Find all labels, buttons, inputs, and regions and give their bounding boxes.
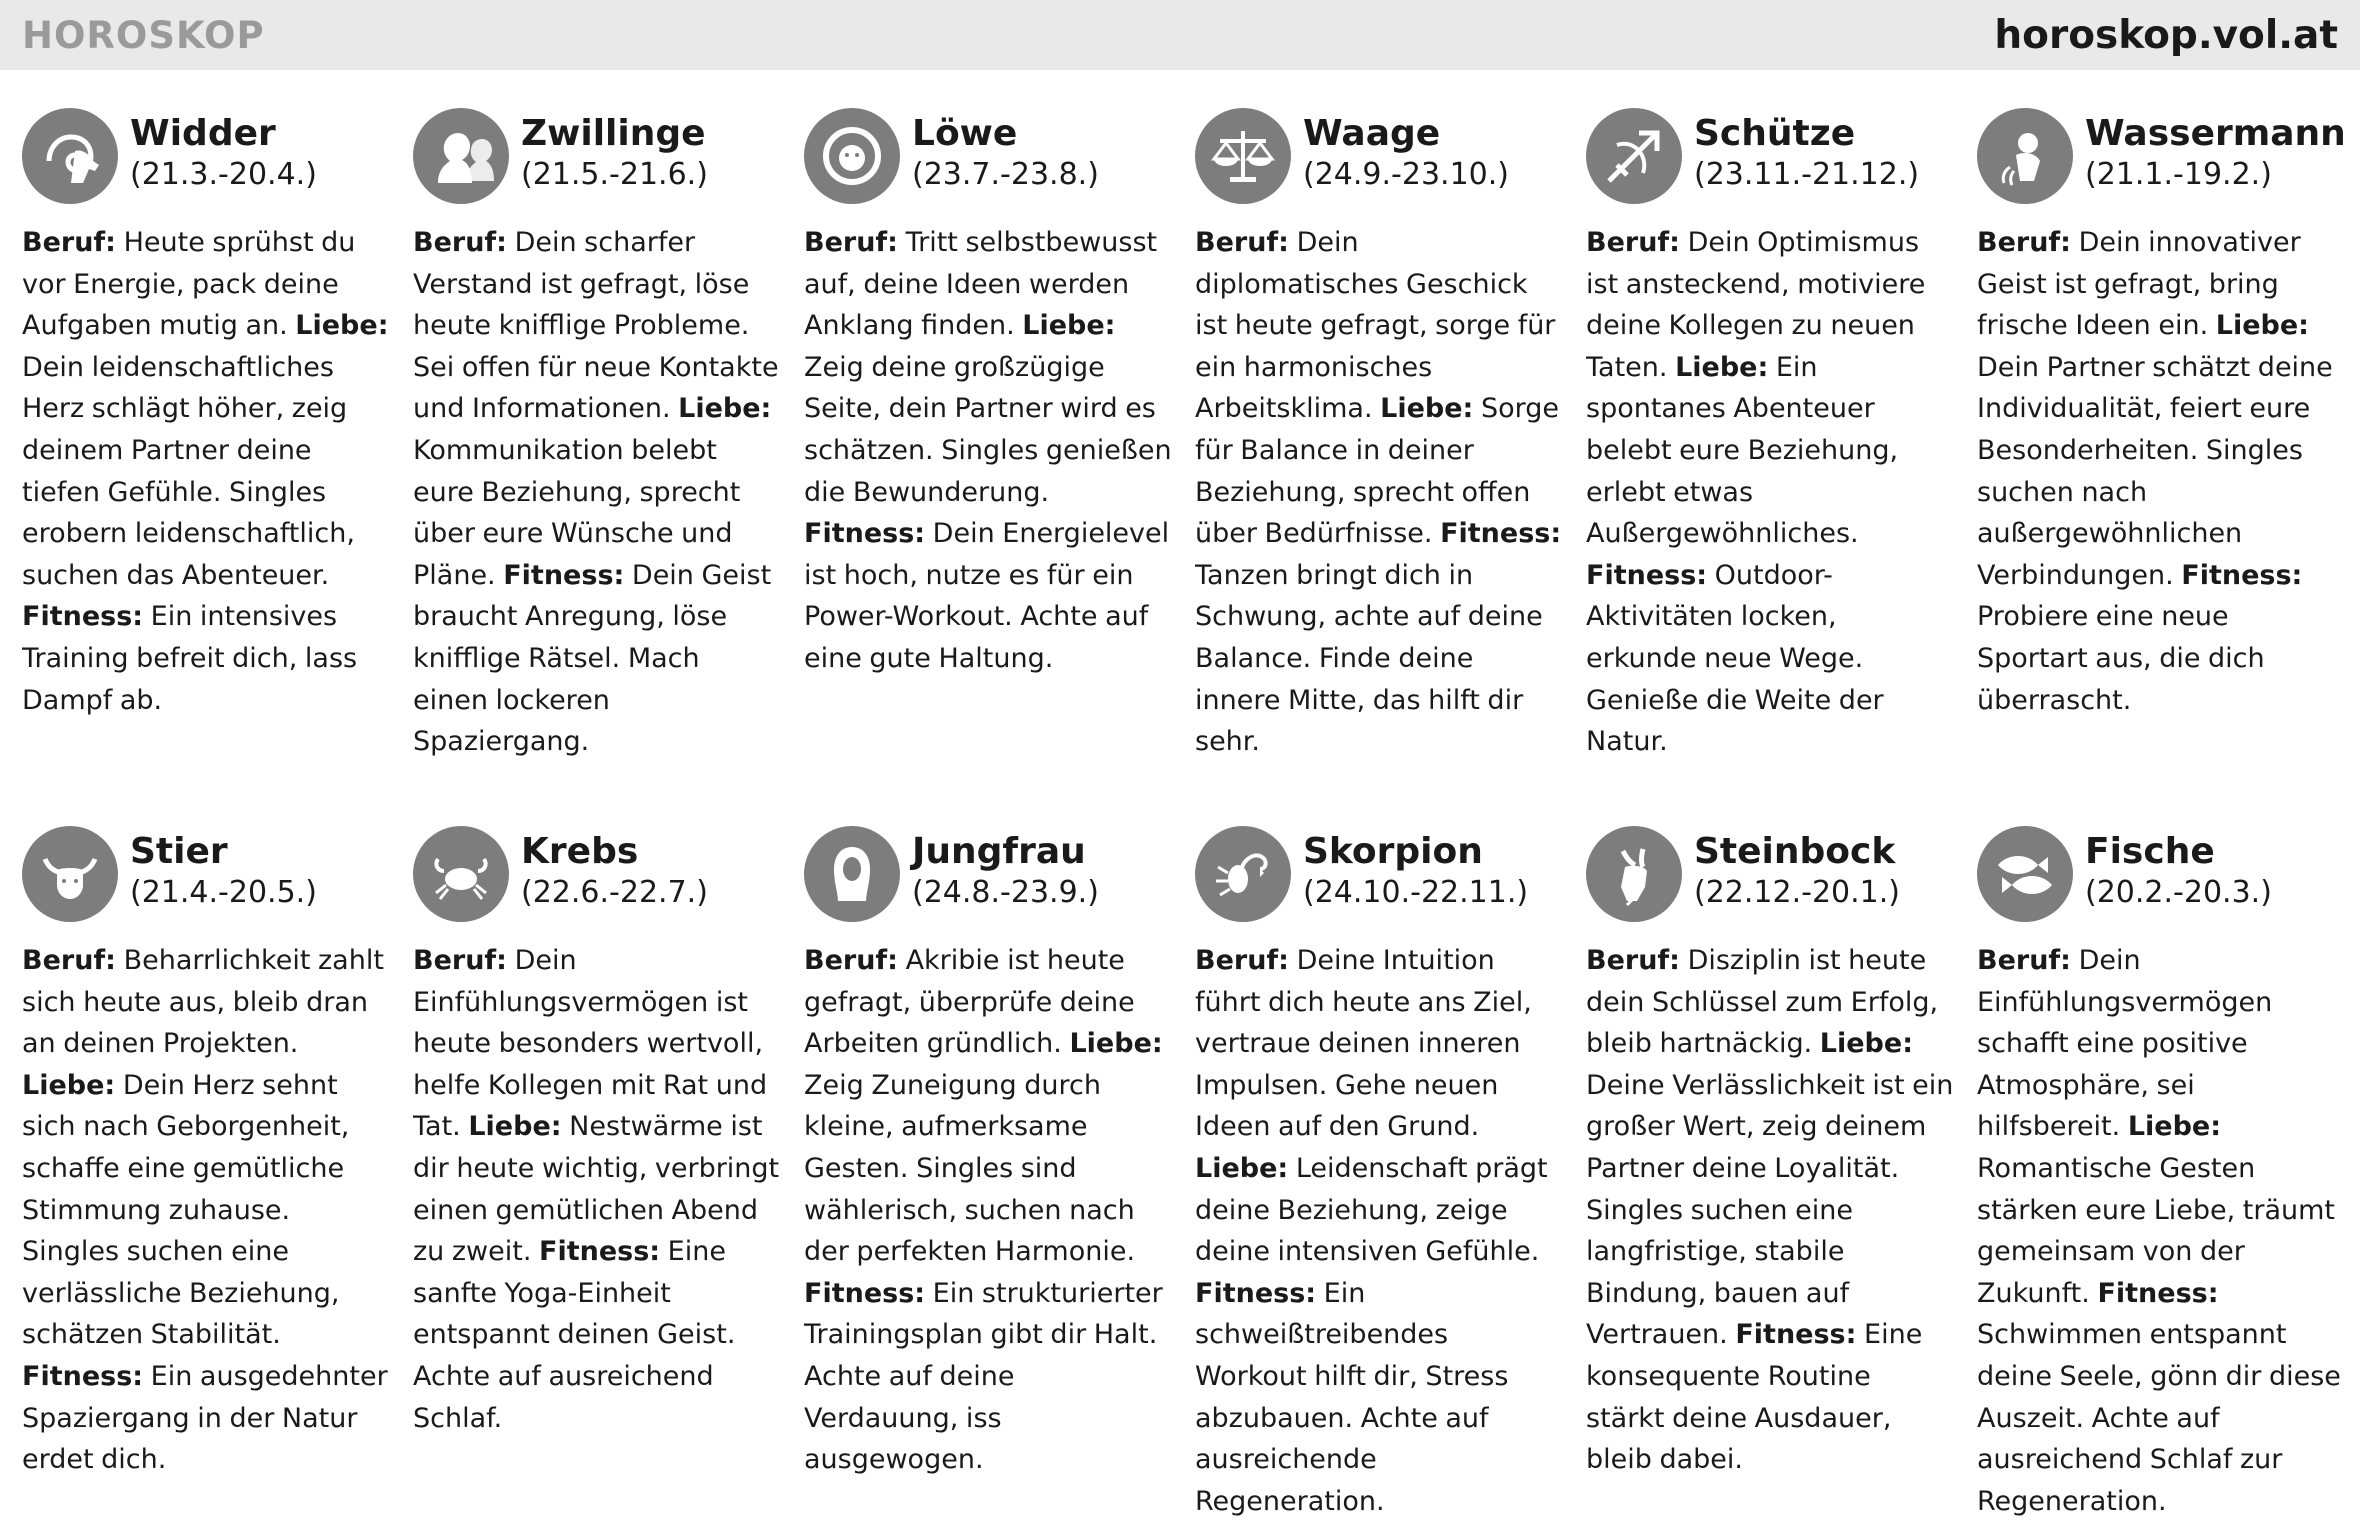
liebe-text: Nestwärme ist dir heute wichtig, verbringt einen gemütlichen Abend zu zweit. <box>413 1111 780 1268</box>
fitness-label: Fitness: <box>1586 559 1708 591</box>
fitness-label: Fitness: <box>2097 1277 2219 1309</box>
sign-header <box>22 826 413 932</box>
sign-name: Steinbock <box>1694 831 1896 872</box>
sign-header <box>1586 108 1977 214</box>
fitness-text: Probiere eine neue Sportart aus, die dich überrascht. <box>1977 601 2265 716</box>
liebe-label: Liebe: <box>2215 310 2309 342</box>
beruf-label: Beruf: <box>804 227 898 258</box>
liebe-label: Liebe: <box>678 393 772 425</box>
sign-name: Skorpion <box>1303 831 1483 872</box>
header-bar <box>0 0 2360 70</box>
sign-header <box>22 108 413 214</box>
sign-dates: (21.5.-21.6.) <box>521 157 708 192</box>
sign-name: Widder <box>130 113 276 154</box>
beruf-label: Beruf: <box>1195 227 1289 258</box>
sign-header <box>1195 108 1586 214</box>
sign-card-skorpion <box>1195 826 1586 1516</box>
fitness-label: Fitness: <box>1735 1319 1857 1351</box>
sign-heading <box>130 108 317 194</box>
beruf-label: Beruf: <box>804 945 898 976</box>
liebe-text: Sorge für Balance in deiner Beziehung, sprecht offen über Bedürfnisse. <box>1195 393 1559 550</box>
beruf-text: Dein Einfühlungsvermögen schafft eine positive Atmosphäre, sei hilfsbereit. <box>1977 945 2273 1143</box>
sign-name: Zwillinge <box>521 113 706 154</box>
sign-name: Krebs <box>521 831 639 872</box>
fitness-label: Fitness: <box>1440 518 1562 550</box>
horoscope-grid <box>22 108 2352 1518</box>
beruf-text: Disziplin ist heute dein Schlüssel zum Erfolg, bleib hartnäckig. <box>1586 945 1939 1060</box>
beruf-text: Tritt selbstbewusst auf, deine Ideen werden Anklang finden. <box>804 227 1158 342</box>
liebe-label: Liebe: <box>468 1111 562 1143</box>
sign-dates: (23.11.-21.12.) <box>1694 157 1920 192</box>
gemini-twins-icon <box>413 108 509 204</box>
sign-text <box>804 940 1172 1481</box>
beruf-label: Beruf: <box>413 227 507 258</box>
capricorn-goat-icon <box>1586 826 1682 922</box>
beruf-text: Dein Einfühlungsvermögen ist heute besonders wertvoll, helfe Kollegen mit Rat und Tat. <box>413 945 768 1143</box>
liebe-label: Liebe: <box>1675 351 1769 383</box>
sign-card-wassermann <box>1977 108 2360 826</box>
liebe-text: Romantische Gesten stärken eure Liebe, träumt gemeinsam von der Zukunft. <box>1977 1152 2336 1309</box>
fitness-label: Fitness: <box>539 1236 661 1268</box>
beruf-text: Deine Intuition führt dich heute ans Ziel, vertraue deinen inneren Impulsen. Gehe neuen Ideen auf den Grund. <box>1195 945 1532 1143</box>
liebe-text: Dein leidenschaftliches Herz schlägt höher, zeig deinem Partner deine tiefen Gefühle. Singles erobern leidenschaftlich, suchen das Abenteuer. <box>22 351 355 591</box>
section-title: HOROSKOP <box>22 13 265 57</box>
sign-text <box>1586 222 1954 763</box>
beruf-text: Akribie ist heute gefragt, überprüfe deine Arbeiten gründlich. <box>804 945 1135 1060</box>
beruf-text: Dein diplomatisches Geschick ist heute gefragt, sorge für ein harmonisches Arbeitsklima. <box>1195 227 1556 425</box>
sign-dates: (20.2.-20.3.) <box>2085 875 2272 910</box>
sign-name: Löwe <box>912 113 1018 154</box>
fitness-text: Dein Geist braucht Anregung, löse knifflige Rätsel. Mach einen lockeren Spaziergang. <box>413 559 772 758</box>
liebe-label: Liebe: <box>22 1069 116 1101</box>
sign-dates: (24.10.-22.11.) <box>1303 875 1529 910</box>
sign-card-loewe <box>804 108 1195 826</box>
beruf-label: Beruf: <box>1586 945 1680 976</box>
beruf-label: Beruf: <box>1977 945 2071 976</box>
liebe-text: Zeig deine großzügige Seite, dein Partner wird es schätzen. Singles genießen die Bewunderung. <box>804 351 1172 508</box>
fitness-label: Fitness: <box>2181 559 2303 591</box>
sign-header <box>413 108 804 214</box>
sign-card-widder <box>22 108 413 826</box>
fitness-text: Ein intensives Training befreit dich, lass Dampf ab. <box>22 601 358 716</box>
beruf-label: Beruf: <box>22 945 116 976</box>
beruf-label: Beruf: <box>22 227 116 258</box>
sign-header <box>804 108 1195 214</box>
site-url: horoskop.vol.at <box>1994 12 2338 58</box>
scorpio-scorpion-icon <box>1195 826 1291 922</box>
sign-card-zwillinge <box>413 108 804 826</box>
sign-text <box>804 222 1172 680</box>
sign-dates: (21.4.-20.5.) <box>130 875 317 910</box>
sign-header <box>1977 826 2360 932</box>
taurus-bull-icon <box>22 826 118 922</box>
sign-card-stier <box>22 826 413 1516</box>
sign-name: Wassermann <box>2085 113 2346 154</box>
liebe-label: Liebe: <box>2127 1111 2222 1143</box>
sign-heading <box>1694 826 1900 912</box>
liebe-label: Liebe: <box>1069 1028 1163 1060</box>
fitness-text: Schwimmen entspannt deine Seele, gönn dir diese Auszeit. Achte auf ausreichend Schlaf zur Regeneration. <box>1977 1319 2341 1516</box>
liebe-label: Liebe: <box>1819 1028 1913 1060</box>
sign-card-schuetze <box>1586 108 1977 826</box>
fitness-label: Fitness: <box>22 601 144 633</box>
fitness-text: Tanzen bringt dich in Schwung, achte auf deine Balance. Finde deine innere Mitte, das hilft dir sehr. <box>1195 559 1543 758</box>
fitness-label: Fitness: <box>503 559 625 591</box>
sign-text <box>413 222 781 763</box>
sign-text <box>1977 940 2345 1516</box>
aries-ram-icon <box>22 108 118 204</box>
sign-dates: (22.12.-20.1.) <box>1694 875 1900 910</box>
sign-heading <box>912 826 1099 912</box>
liebe-label: Liebe: <box>1380 393 1474 425</box>
sign-dates: (23.7.-23.8.) <box>912 157 1099 192</box>
sign-name: Fische <box>2085 831 2215 872</box>
sign-card-jungfrau <box>804 826 1195 1516</box>
liebe-label: Liebe: <box>1195 1152 1289 1184</box>
fitness-text: Ein ausgedehnter Spaziergang in der Natur erdet dich. <box>22 1360 388 1476</box>
fitness-label: Fitness: <box>22 1360 144 1392</box>
sign-dates: (24.8.-23.9.) <box>912 875 1099 910</box>
fitness-text: Dein Energielevel ist hoch, nutze es für ein Power-Workout. Achte auf eine gute Haltung. <box>804 518 1170 674</box>
fitness-text: Ein strukturierter Trainingsplan gibt dir Halt. Achte auf deine Verdauung, iss ausgewogen. <box>804 1277 1163 1476</box>
beruf-text: Dein scharfer Verstand ist gefragt, löse heute knifflige Probleme. Sei offen für neue Kontakte und Informationen. <box>413 227 779 425</box>
beruf-label: Beruf: <box>1586 227 1680 258</box>
sign-header <box>1195 826 1586 932</box>
sign-text <box>22 222 390 721</box>
fitness-text: Outdoor-Aktivitäten locken, erkunde neue Wege. Genieße die Weite der Natur. <box>1586 559 1884 758</box>
sign-header <box>804 826 1195 932</box>
liebe-text: Dein Herz sehnt sich nach Geborgenheit, schaffe eine gemütliche Stimmung zuhause. Singles suchen eine verlässliche Beziehung, schätzen Stabilität. <box>22 1069 350 1351</box>
sign-header <box>1586 826 1977 932</box>
liebe-label: Liebe: <box>1022 310 1116 342</box>
beruf-label: Beruf: <box>1195 945 1289 976</box>
sign-card-waage <box>1195 108 1586 826</box>
beruf-text: Beharrlichkeit zahlt sich heute aus, bleib dran an deinen Projekten. <box>22 945 384 1060</box>
liebe-text: Zeig Zuneigung durch kleine, aufmerksame Gesten. Singles sind wählerisch, suchen nach der perfekten Harmonie. <box>804 1069 1136 1268</box>
leo-lion-icon <box>804 108 900 204</box>
liebe-text: Dein Partner schätzt deine Individualität, feiert eure Besonderheiten. Singles suchen nach außergewöhnlichen Verbindungen. <box>1977 351 2333 591</box>
sign-card-steinbock <box>1586 826 1977 1516</box>
sign-name: Jungfrau <box>912 831 1086 872</box>
liebe-label: Liebe: <box>295 310 389 342</box>
virgo-maiden-icon <box>804 826 900 922</box>
sign-name: Waage <box>1303 113 1441 154</box>
fitness-text: Eine konsequente Routine stärkt deine Ausdauer, bleib dabei. <box>1586 1319 1923 1476</box>
libra-scales-icon <box>1195 108 1291 204</box>
sign-dates: (21.3.-20.4.) <box>130 157 317 192</box>
sign-name: Schütze <box>1694 113 1856 154</box>
sign-header <box>1977 108 2360 214</box>
sign-heading <box>1303 826 1528 912</box>
sign-card-krebs <box>413 826 804 1516</box>
sign-heading <box>521 108 708 194</box>
sign-header <box>413 826 804 932</box>
sign-text <box>1977 222 2345 721</box>
sign-text <box>1195 222 1563 763</box>
beruf-label: Beruf: <box>413 945 507 976</box>
sign-text <box>413 940 781 1439</box>
liebe-text: Leidenschaft prägt deine Beziehung, zeige deine intensiven Gefühle. <box>1195 1152 1548 1268</box>
sign-dates: (22.6.-22.7.) <box>521 875 708 910</box>
sign-text <box>1195 940 1563 1516</box>
beruf-text: Heute sprühst du vor Energie, pack deine Aufgaben mutig an. <box>22 227 356 342</box>
sign-heading <box>2085 826 2272 912</box>
sign-name: Stier <box>130 831 228 872</box>
cancer-crab-icon <box>413 826 509 922</box>
liebe-text: Deine Verlässlichkeit ist ein großer Wert, zeig deinem Partner deine Loyalität. Singles suchen eine langfristige, stabile Bindung, bauen auf Vertrauen. <box>1586 1069 1954 1351</box>
sign-heading <box>521 826 708 912</box>
sign-card-fische <box>1977 826 2360 1516</box>
liebe-text: Kommunikation belebt eure Beziehung, sprecht über eure Wünsche und Pläne. <box>413 434 741 591</box>
beruf-label: Beruf: <box>1977 227 2071 258</box>
sign-text <box>1586 940 1954 1481</box>
fitness-label: Fitness: <box>804 518 926 550</box>
aquarius-water-bearer-icon <box>1977 108 2073 204</box>
sign-dates: (21.1.-19.2.) <box>2085 157 2272 192</box>
sign-heading <box>130 826 317 912</box>
fitness-label: Fitness: <box>804 1277 926 1309</box>
beruf-text: Dein innovativer Geist ist gefragt, bring frische Ideen ein. <box>1977 227 2301 342</box>
fitness-label: Fitness: <box>1195 1277 1317 1309</box>
fitness-text: Eine sanfte Yoga-Einheit entspannt deinen Geist. Achte auf ausreichend Schlaf. <box>413 1236 736 1434</box>
sign-dates: (24.9.-23.10.) <box>1303 157 1509 192</box>
sign-text <box>22 940 390 1481</box>
sign-heading <box>1303 108 1509 194</box>
sagittarius-archer-icon <box>1586 108 1682 204</box>
sign-heading <box>1694 108 1919 194</box>
fitness-text: Ein schweißtreibendes Workout hilft dir, Stress abzubauen. Achte auf ausreichende Regeneration. <box>1195 1277 1509 1516</box>
sign-heading <box>912 108 1099 194</box>
liebe-text: Ein spontanes Abenteuer belebt eure Beziehung, erlebt etwas Außergewöhnliches. <box>1586 351 1899 550</box>
beruf-text: Dein Optimismus ist ansteckend, motiviere deine Kollegen zu neuen Taten. <box>1586 227 1926 383</box>
sign-heading <box>2085 108 2346 194</box>
pisces-fish-icon <box>1977 826 2073 922</box>
